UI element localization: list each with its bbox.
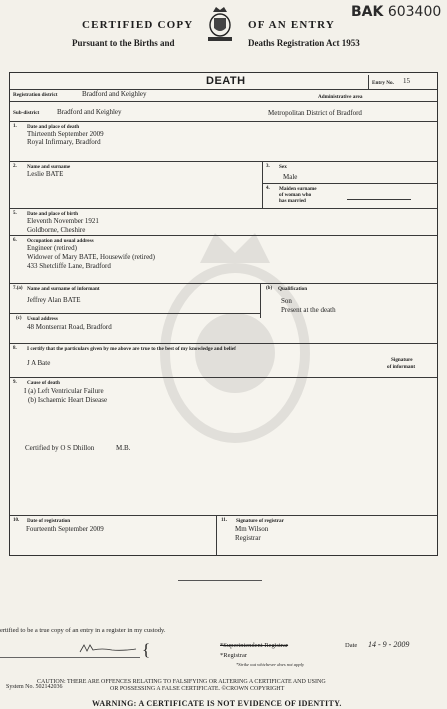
field-9-label: Cause of death [27, 380, 60, 386]
field-4-label-line2: of woman who [279, 192, 312, 198]
royal-crest-icon [204, 4, 236, 44]
caution-line-2: OR POSSESSING A FALSE CERTIFICATE. ©CROWN COPYRIGHT [110, 686, 285, 692]
subtitle-right: Deaths Registration Act 1953 [248, 38, 360, 48]
field-5-label: Date and place of birth [27, 211, 79, 217]
field-11-number: 11. [221, 518, 227, 523]
crest-watermark-icon [150, 223, 320, 453]
informant-qualification: Son [281, 297, 292, 305]
deceased-name: Leslie BATE [27, 170, 64, 178]
superintendent-signature [78, 640, 138, 656]
certified-copy-statement: ertified to be a true copy of an entry in a register in my custody. [0, 627, 166, 634]
field-8-label: I certify that the particulars given by me above are true to the best of my knowledge and belief [27, 346, 236, 352]
form-title: DEATH [206, 75, 246, 87]
entry-no-label: Entry No. [372, 80, 394, 86]
administrative-area-label: Administrative area [318, 94, 363, 100]
registrar-title: Registrar [235, 534, 261, 542]
sub-district-label: Sub-district [13, 110, 40, 116]
field-7a-number: 7.(a) [13, 286, 23, 291]
title-right: OF AN ENTRY [248, 19, 335, 31]
occupation: Engineer (retired) [27, 244, 77, 252]
entry-no: 15 [403, 77, 410, 85]
separator-rule [178, 580, 262, 581]
place-of-birth: Goldborne, Cheshire [27, 226, 86, 234]
signature-label-line1: Signature [391, 357, 413, 363]
date-of-death: Thirteenth September 2009 [27, 130, 104, 138]
field-7c-number: (c) [16, 316, 22, 321]
informant-name: Jeffrey Alan BATE [27, 296, 81, 304]
field-5-number: 5. [13, 211, 17, 216]
usual-address: 433 Shetcliffe Lane, Bradford [27, 262, 111, 270]
signature-label-line2: of informant [387, 364, 416, 370]
field-4-label-line1: Maiden surname [279, 186, 317, 192]
serial-prefix: BAK [351, 4, 384, 20]
place-of-death: Royal Infirmary, Bradford [27, 138, 101, 146]
cause-of-death-a: I (a) Left Ventricular Failure [24, 387, 104, 395]
field-1-label: Date and place of death [27, 124, 80, 130]
serial-digits: 603400 [387, 4, 442, 20]
field-4-label-line3: has married [279, 198, 306, 204]
superintendent-registrar-label: *Superintendent Registrar [220, 642, 289, 649]
cause-of-death-b: (b) Ischaemic Heart Disease [28, 396, 108, 404]
field-3-label: Sex [279, 164, 287, 170]
field-3-number: 3. [266, 164, 270, 169]
strike-out-note: *Strike out whichever does not apply [236, 662, 304, 667]
informant-signature: J A Bate [27, 359, 51, 367]
subtitle-left: Pursuant to the Births and [72, 38, 175, 48]
field-1-number: 1. [13, 124, 17, 129]
informant-address: 48 Montserrat Road, Bradford [27, 323, 112, 331]
registrar-name: Mm Wilson [235, 525, 269, 533]
marital-detail: Widower of Mary BATE, Housewife (retired) [27, 253, 156, 261]
title-left: CERTIFIED COPY [82, 19, 194, 31]
administrative-area: Metropolitan District of Bradford [268, 109, 362, 117]
field-8-number: 8. [13, 346, 17, 351]
date-label: Date [345, 642, 358, 649]
field-10-number: 10. [13, 518, 20, 523]
signature-line [0, 657, 140, 658]
field-4-number: 4. [266, 186, 270, 191]
date-of-registration: Fourteenth September 2009 [26, 525, 104, 533]
field-2-label: Name and surname [27, 164, 71, 170]
field-11-label: Signature of registrar [236, 518, 284, 524]
field-6-label: Occupation and usual address [27, 238, 94, 244]
signature-brace: { [142, 640, 151, 659]
sex-value: Male [283, 173, 298, 181]
field-6-number: 6. [13, 238, 17, 243]
caution-line-1: CAUTION: THERE ARE OFFENCES RELATING TO FALSIFYING OR ALTERING A CERTIFICATE AND USING [37, 679, 326, 685]
certified-by: Certified by O S Dhillon [25, 444, 95, 452]
field-7a-label: Name and surname of informant [27, 286, 100, 292]
registrar-label: *Registrar [220, 652, 248, 659]
field-10-label: Date of registration [27, 518, 71, 524]
serial-number [351, 4, 441, 20]
sub-district: Bradford and Keighley [57, 108, 122, 116]
registration-district-label: Registration district [13, 92, 58, 98]
death-register-form [9, 72, 438, 556]
certifier-degree: M.B. [116, 444, 131, 452]
field-2-number: 2. [13, 164, 17, 169]
field-7b-number: (b) [266, 286, 273, 291]
warning-notice: WARNING: A CERTIFICATE IS NOT EVIDENCE OF IDENTITY. [92, 699, 342, 708]
field-9-number: 9. [13, 380, 17, 385]
maiden-name-blank-line [347, 199, 411, 200]
system-number: System No. 502142036 [6, 684, 63, 690]
field-7c-label: Usual address [27, 316, 58, 322]
date-of-birth: Eleventh November 1921 [27, 217, 99, 225]
informant-presence: Present at the death [281, 306, 336, 314]
registration-district: Bradford and Keighley [82, 90, 147, 98]
issue-date: 14 - 9 - 2009 [368, 640, 410, 649]
field-7b-label: Qualification [278, 286, 308, 292]
